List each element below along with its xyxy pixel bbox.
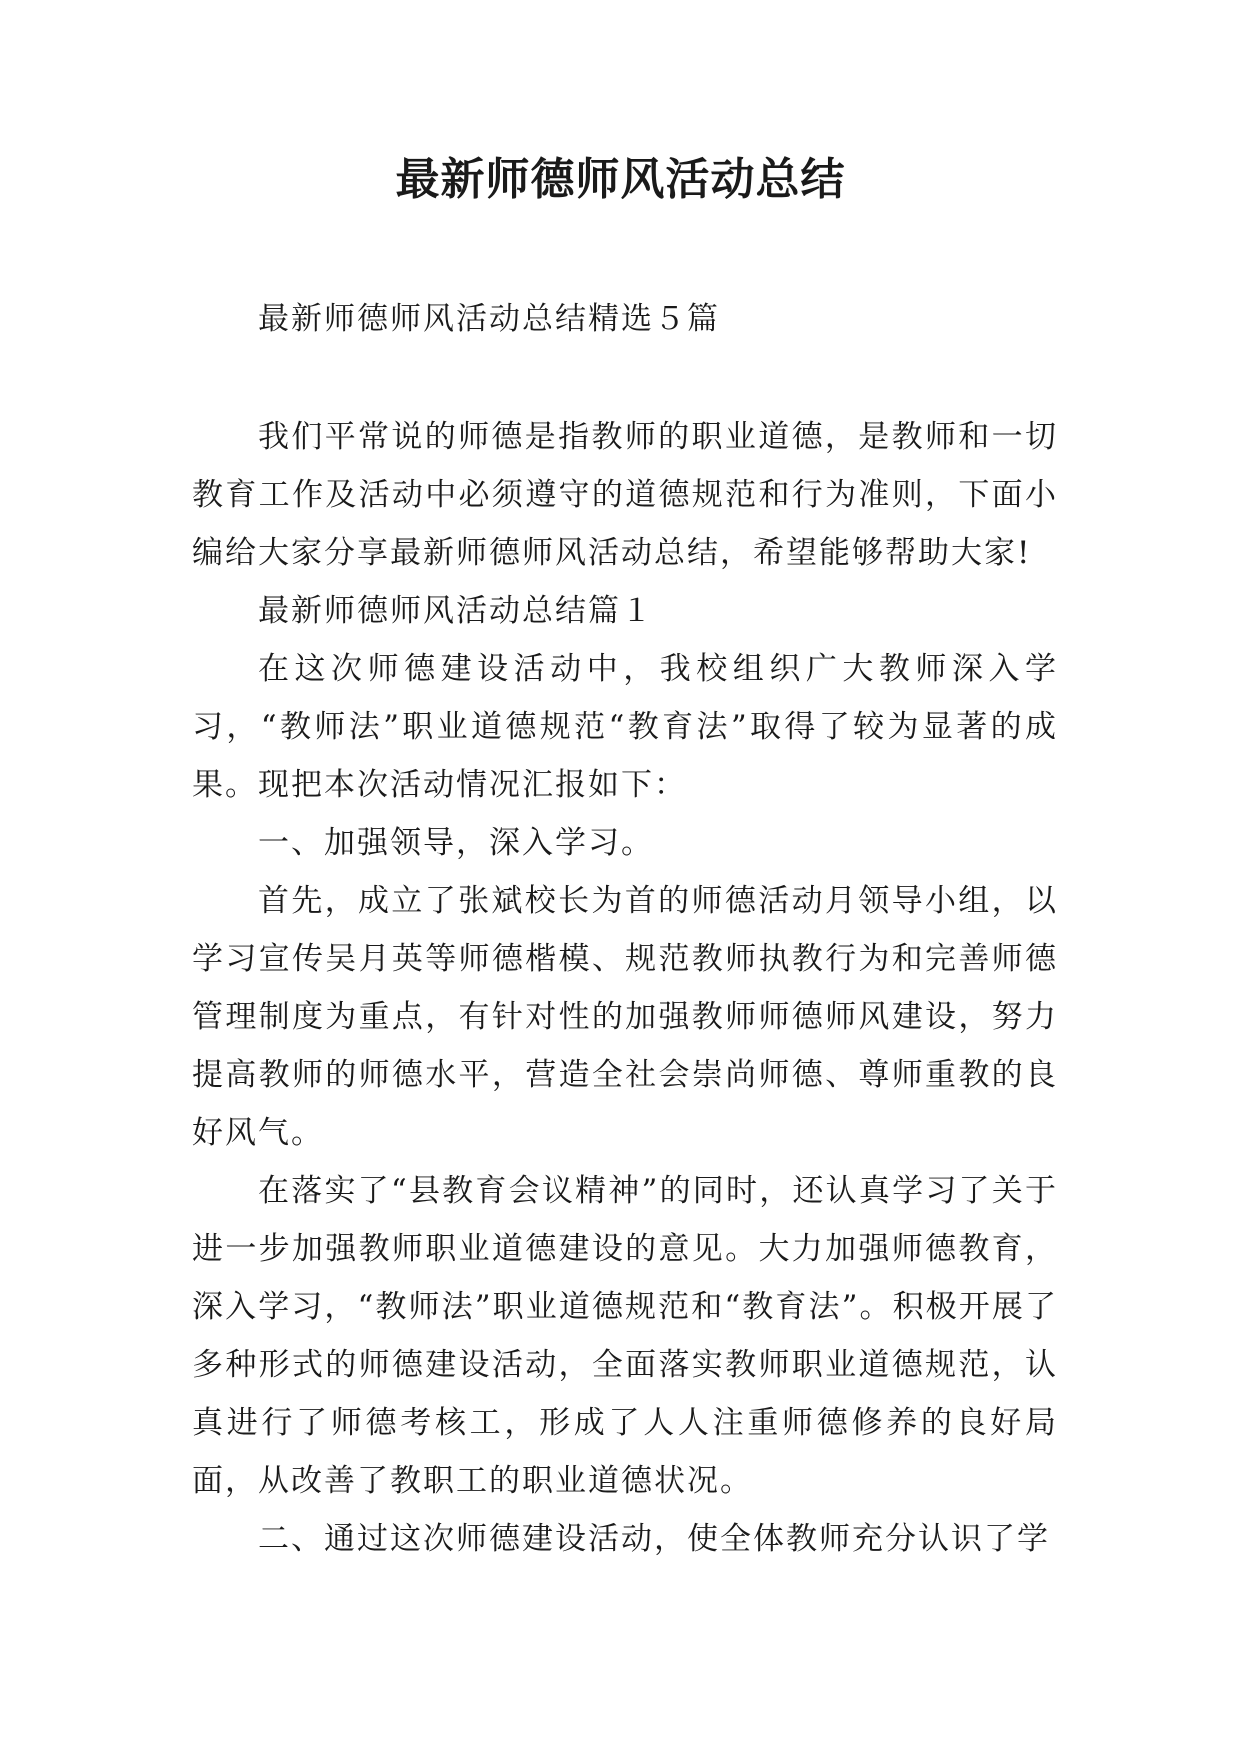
paragraph-activity: 在这次师德建设活动中，我校组织广大教师深入学习，“教师法”职业道德规范“教育法”取得了较为显著的成果。现把本次活动情况汇报如下：	[192, 651, 1058, 803]
section-point-1: 一、加强领导，深入学习。	[258, 825, 654, 861]
paragraph-implementation: 在落实了“县教育会议精神”的同时，还认真学习了关于进一步加强教师职业道德建设的意见。大力加强师德教育，深入学习，“教师法”职业道德规范和“教育法”。积极开展了多种形式的师德建设活动，全面落实教师职业道德规范，认真进行了师德考核工，形成了人人注重师德修养的良好局面，从改善了教职工的职业道德状况。	[192, 1173, 1058, 1499]
section-heading-1: 最新师德师风活动总结篇１	[258, 593, 654, 629]
section-point-2: 二、通过这次师德建设活动，使全体教师充分认识了学	[258, 1521, 1050, 1557]
document-subtitle: 最新师德师风活动总结精选５篇	[258, 301, 720, 337]
paragraph-leadership: 首先，成立了张斌校长为首的师德活动月领导小组，以学习宣传吴月英等师德楷模、规范教师执教行为和完善师德管理制度为重点，有针对性的加强教师师德师风建设，努力提高教师的师德水平，营造全社会崇尚师德、尊师重教的良好风气。	[192, 883, 1058, 1151]
document-title: 最新师德师风活动总结	[395, 154, 846, 205]
paragraph-intro: 我们平常说的师德是指教师的职业道德，是教师和一切教育工作及活动中必须遵守的道德规范和行为准则，下面小编给大家分享最新师德师风活动总结，希望能够帮助大家!	[192, 419, 1058, 571]
document-body	[192, 290, 1058, 1568]
